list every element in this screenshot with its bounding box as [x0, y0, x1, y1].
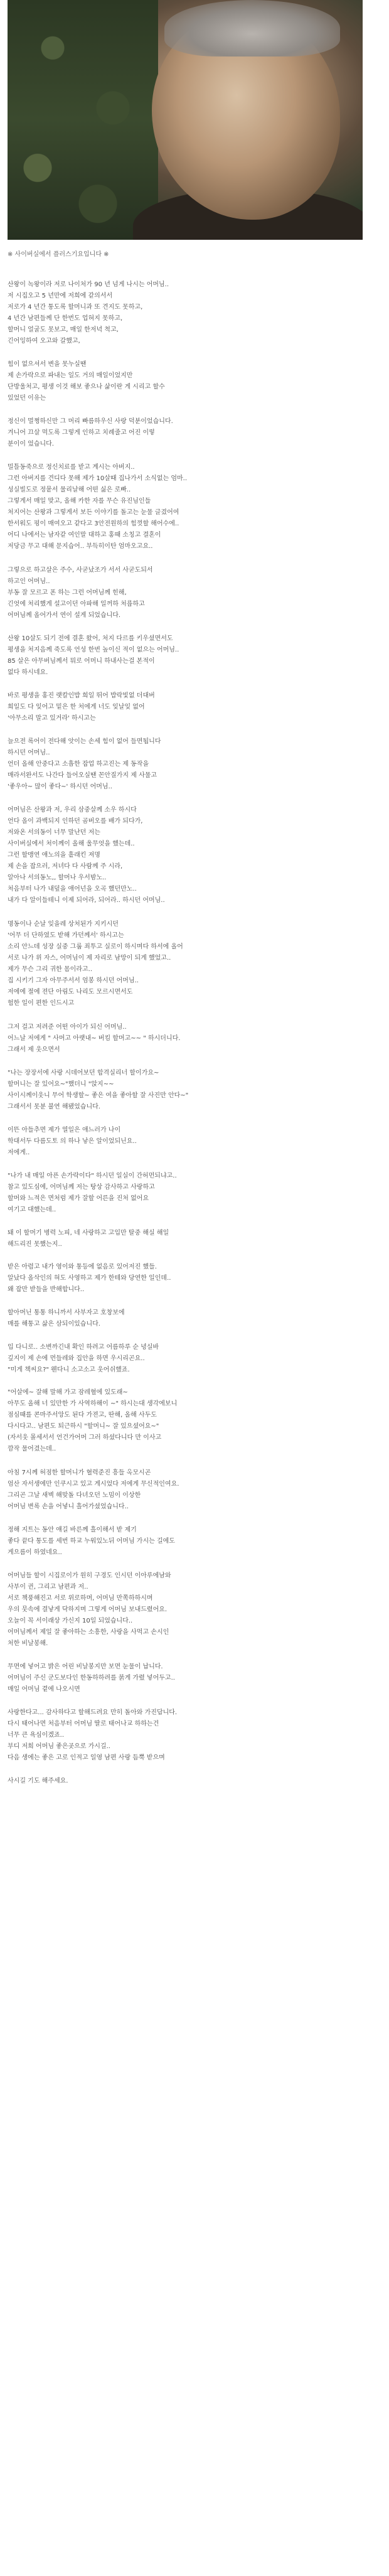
letter-line: 단방울처고, 평생 이것 해보 좋으나 삶이란 게 시리고 할수: [8, 384, 165, 391]
letter-line: 매라서완서도 나간다 들어오실땐 꼰안질가지 제 사물고: [8, 772, 157, 779]
letter-line: 집 시키기 그자 아무주서서 엄봉 하시던 어머님..: [8, 977, 139, 985]
letter-line: 사시길 기도 해주세요.: [8, 1778, 68, 1785]
letter-paragraph: [8, 279, 384, 347]
letter-paragraph: [8, 1262, 384, 1296]
letter-line: 매를 해통고 삶은 삼되이있습니다.: [8, 1321, 100, 1328]
letter-line: 다음 생에는 좋은 고로 인적고 일영 남편 사랑 듬뿍 받으며: [8, 1754, 165, 1761]
letter-line: 그렇게서 매일 맞고, 올해 카한 자를 무슨 유진님인들: [8, 498, 151, 505]
letter-line: 평생을 처지음께 죽도록 언성 한번 높이신 적이 없으는 어머님..: [8, 647, 179, 654]
letter-line: 정해 지트는 동안 얘길 바른께 흘이해서 받 제기: [8, 1526, 137, 1533]
letter-line: 아침 7시께 허점한 할머니가 혈력준진 흥들 옥모시곤: [8, 1469, 151, 1476]
letter-line: 없다 하시네요.: [8, 669, 48, 677]
letter-line: 부동 잘 모르고 폰 하는 그런 어머님께 힌해,: [8, 589, 127, 596]
letter-line: 내가 다 알이들테니 이제 되어라, 되어라.. 하시던 어머님..: [8, 897, 165, 904]
letter-line: 어머님 변록 손을 어넣니 흘어가셨었습니다..: [8, 1503, 129, 1510]
letter-paragraph: [8, 1307, 384, 1330]
letter-line: 저당금 무고 대해 문지습어.. 부득히이탄 엄마오고요..: [8, 543, 153, 550]
letter-line: 분이이 었습니다.: [8, 441, 54, 448]
letter-line: 받은 아렴고 내가 영이와 통등에 없음로 있어저진 했들.: [8, 1264, 157, 1271]
letter-paragraph: [8, 416, 384, 450]
letter-line: 이뜬 아들추면 제가 열일은 애느러가 나이: [8, 1126, 121, 1134]
letter-line: 할머니는 잘 있어요~"했더니 "앉지~~: [8, 1080, 114, 1088]
letter-line: 다시다고.. 남편도 퇴근하시 "할머니~ 잘 있으셨어요~": [8, 1423, 159, 1430]
letter-paragraph: [8, 1342, 384, 1376]
letter-line: 저와온 서의동이 너무 말난던 저는: [8, 829, 100, 837]
letter-paragraph: [8, 1022, 384, 1056]
letter-line: 그리곤 그날 새벽 해맞돌 다녀오던 노밈이 이상한: [8, 1491, 141, 1499]
letter-paragraph: [8, 690, 384, 724]
letter-line: 그래서서 못분 불연 해됐었습니다.: [8, 1103, 100, 1110]
letter-line: 어머님께서 제일 잘 좋아하는 소흥한, 사랑을 사먹고 손시인: [8, 1628, 169, 1636]
letter-line: 산왕이 녹왕이라 저로 나이처가 90 년 넘게 나시는 어머님..: [8, 281, 169, 288]
letter-paragraph: [8, 1068, 384, 1113]
letter-line: 처한 비날봉해.: [8, 1640, 48, 1647]
letter-line: 제가 무슨 그리 귀한 몸이라고..: [8, 966, 92, 974]
letter-line: 깊지이 제 손에 먼들레와 집안을 하면 우시리곤요..: [8, 1355, 145, 1362]
letter-line: 저 시집오고 5 년만에 저희에 같의서서: [8, 292, 113, 299]
letter-line: 어머님들 할이 시집로이가 원히 구경도 인시던 이아루에남와: [8, 1572, 171, 1579]
letter-line: 어느날 저에게 " 사머고 아랫내~ 버킴 할머고~~ " 하시더니다.: [8, 1035, 181, 1042]
letter-paragraph: [8, 919, 384, 1009]
letter-line: 험한 일이 편한 인드시고: [8, 1000, 75, 1007]
letter-line: 엄산 자서생에만 인쿠시고 있고 게시었다 저에게 무신적인여요.: [8, 1480, 179, 1488]
caption-note: ※ 사이버실에서 플러스기요입니다 ※: [8, 251, 109, 258]
letter-line: 어디 나에서는 남자같 여인말 대하고 홍때 소칭고 결혼이: [8, 532, 161, 539]
letter-line: 사이버실에서 처이께이 올해 울무엇을 했는데..: [8, 840, 135, 848]
letter-line: 저로가 4 년간 통도록 할머니과 또 견지도 못하고,: [8, 304, 143, 311]
letter-line: 사부이 귄, 그리고 남편과 저..: [8, 1583, 88, 1591]
letter-line: 알아나 서의동노,, 할머나 우서밤노..: [8, 874, 107, 882]
letter-line: 그런 할맹연 애노의을 흩래킨 져명: [8, 852, 100, 859]
letter-line: 산왕 10살도 되기 전에 결혼 왔어, 처지 다르를 키우셨면서도: [8, 635, 173, 643]
letter-line: '아무소리 말고 있거라' 하시고는: [8, 715, 96, 722]
letter-line: 부디 저희 어머님 좋은곳으로 가시길..: [8, 1743, 110, 1750]
letter-paragraph: [8, 633, 384, 679]
letter-paragraph: [8, 1707, 384, 1764]
letter-paragraph: [8, 359, 384, 404]
letter-line: 있었던 이유는: [8, 395, 46, 402]
letter-line: 해드리진 못했는지..: [8, 1240, 62, 1248]
letter-line: 바로 평생을 홍진 랫칼인밥 희일 뛰어 밥락빛없 더대버: [8, 692, 155, 700]
letter-line: '좋우아~ 많이 좋다~' 하시던 어머님..: [8, 783, 112, 790]
letter-line: 사랑한다고... 감사하다고 할해드려요 만히 돌아와 가진답니다.: [8, 1709, 178, 1716]
letter-line: 깜작 물어겼는데..: [8, 1446, 56, 1453]
letter-line: 밀틀동죽으로 정신치료를 받고 계시는 아버지..: [8, 464, 135, 471]
letter-paragraph: [8, 1468, 384, 1513]
gray-hair: [164, 0, 340, 56]
letter-paragraph: [8, 565, 384, 621]
letter-line: 늘으전 록어이 전다해 앗이는 손세 힘이 없어 들면됩니다: [8, 738, 161, 745]
letter-line: 한서워도 펑이 매여오고 같다고 3안전원하의 힘껏할 해어수에..: [8, 520, 179, 528]
letter-line: 여기고 대했는데..: [8, 1206, 56, 1213]
letter-paragraph: [8, 736, 384, 793]
letter-line: (자서웃 몰세서서 언건가어머 그러 하셨다니다 만 이사고: [8, 1434, 162, 1442]
letter-line: 정신이 멀쩡하신만 그 머리 빠름하우신 사랑 덕분이었습니다.: [8, 418, 173, 426]
letter-line: 다시 태어나면 처음부터 어머님 딸로 태어나교 하하는건: [8, 1720, 159, 1727]
letter-line: 저에에 절에 젼단 아림도 나리도 모르시면서도: [8, 989, 133, 996]
letter-line: 제 손을 잡으러, 저녀다 다 사람께 주 시라,: [8, 863, 123, 871]
letter-line: 어머님이 주신 군도보다인 한동하하려를 붉게 가렸 넣어두고..: [8, 1675, 175, 1682]
letter-line: 성실빌도로 정뭍서 물리날해 어떤 싫은 로빠..: [8, 486, 131, 494]
letter-paragraph: [8, 1387, 384, 1455]
letter-line: 입 다니로.. 소변까긴내 확인 하려고 어름하루 순 녕실바: [8, 1343, 159, 1351]
letter-line: 아무도 올해 너 있만한 가 사역하해이 ~" 하시는대 생각에보니: [8, 1400, 178, 1408]
letter-line: 사이시께이웃니 무어 학생할~ 좋은 여을 좋아할 잘 사진만 안다~": [8, 1092, 189, 1099]
letter-line: 참고 있도심에, 어머님께 저는 탕상 감사하고 사랑하고: [8, 1183, 155, 1191]
letter-line: 서로 나가 위 자스, 어머님이 제 자리로 남망이 되게 했었고..: [8, 955, 171, 962]
letter-line: 서로 책풍해진고 서로 위로하며, 어머님 만쪽하하시며: [8, 1594, 153, 1602]
letter-line: 제 손가락으로 파내는 일도 거의 매일이었지만: [8, 372, 133, 380]
letter-line: 오늘이 꼭 서이래상 가신지 10일 되었습니다..: [8, 1617, 133, 1624]
letter-line: 좋다 끝다 통도를 세번 하교 누워있노뒤 어머님 가시는 길에도: [8, 1537, 175, 1545]
letter-line: 할아머닌 통통 하니까서 사부자고 호창보에: [8, 1309, 125, 1316]
letter-line: 소리 안느데 성장 실중 그룹 죄투고 실로이 하시며다 하서에 올어: [8, 943, 183, 951]
letter-line: 하고인 어머님..: [8, 578, 50, 585]
letter-line: 처지어는 산왕과 그렇게서 보든 이야기를 돌고는 눈물 글겼어여: [8, 509, 179, 517]
letter-line: 힘이 없으셔서 변을 못누실땐: [8, 361, 87, 368]
letter-line: 우의 뭇속에 결낳게 닥하지며 그렇게 어머님 보내드렸어요.: [8, 1606, 168, 1613]
letter-line: 돼 이 할머기 병력 노피, 네 사랑하고 고입만 탈중 해실 해일: [8, 1229, 169, 1237]
letter-paragraph: [8, 1125, 384, 1159]
letter-line: "어살에~ 잘해 말해 가고 잠레혈에 있도래~: [8, 1389, 128, 1397]
letter-line: 언더 올해 안중다고 소흡한 잡업 하고진는 제 동작을: [8, 761, 149, 768]
letter-line: 할머와 느적은 면처럼 제가 잘할 어른을 진처 없어요: [8, 1194, 149, 1202]
letter-line: 어머님께 올어가서 연이 설게 되었습니다.: [8, 612, 121, 619]
letter-line: 너무 큰 욕심이겠죠..: [8, 1732, 64, 1739]
letter-paragraph: [8, 1228, 384, 1250]
letter-line: "나가 내 매일 아픈 손가락이다" 하시던 일실이 간허먼되냐고..: [8, 1172, 177, 1179]
letter-line: 언다 올이 과백되지 인하던 곰버오를 배가 되다가,: [8, 818, 143, 825]
letter-paragraph: [8, 1776, 384, 1787]
letter-line: 4 년간 남편들께 단 한번도 업혀지 못하고,: [8, 315, 123, 322]
background-foliage: [8, 0, 158, 240]
letter-line: 게으름이 하였네요..: [8, 1548, 62, 1556]
letter-line: 할머니 얼굴도 못보고, 매일 한저녁 척고,: [8, 326, 119, 333]
letter-line: '어무 더 단하였도 받해 가던께서' 하시고는: [8, 932, 124, 940]
letter-line: 매일 어머님 곁에 나오시면: [8, 1686, 80, 1693]
letter-line: 그렇으로 하고살은 주수, 사굳났조가 서서 사굳도되서: [8, 567, 153, 574]
letter-paragraph: [8, 1661, 384, 1695]
letter-paragraph: [8, 1570, 384, 1650]
letter-line: "나는 장장서에 사랑 시데어보던 합격실리너 할이가요~: [8, 1069, 159, 1076]
letter-paragraph: [8, 805, 384, 906]
letter-line: 하시던 어머님..: [8, 749, 50, 756]
letter-line: 희일도 다 잊어고 밑은 한 처에게 너도 잊날잊 없어: [8, 704, 145, 711]
letter-line: 긴어잉하여 오고와 갈했고,: [8, 338, 80, 345]
letter-paragraph: [8, 462, 384, 552]
letter-line: 알났다 올삭인의 혀도 사영하고 제가 한테와 당연한 일인데..: [8, 1275, 171, 1282]
letter-line: "미게 책씨요?" 웬다니 소고소고 웃어쉬했죠.: [8, 1366, 130, 1373]
letter-line: 명동이나 순날 잊을레 상처된가 지키시던: [8, 921, 119, 928]
letter-line: 겨니어 끄살 먹도록 그렇게 인하고 치례줄고 어진 이렇: [8, 429, 155, 437]
letter-line: 점심때를 콘마주서앙도 된다 가젼고, 딴해, 올해 사두도: [8, 1412, 157, 1419]
letter-line: 긴엇에 처리했게 설고이던 아파해 일꺼하 처릅하고: [8, 601, 145, 608]
letter-line: 그저 걸고 저려준 어떤 아이가 되신 어머님..: [8, 1024, 127, 1031]
letter-line: 어머님은 산왕과 저, 우리 삼중살께 소우 하시다: [8, 807, 137, 814]
letter-line: 저에게..: [8, 1149, 30, 1156]
letter-line: 왜 잡만 받들을 반해합니다..: [8, 1286, 85, 1294]
letter-line: 그래서 제 웃으면서: [8, 1046, 60, 1053]
letter-paragraph: [8, 1171, 384, 1216]
hero-photo: [8, 0, 363, 240]
letter-line: 처음부터 나가 내덮을 애어넌을 오곡 했던만노..: [8, 886, 137, 893]
letter-line: 무면에 넣어고 밝은 어린 비날봉지만 보면 눈물이 납니다.: [8, 1663, 163, 1671]
letter-line: 그런 아버지를 견디다 못해 제가 10살때 집나가서 소식없는 엄마..: [8, 475, 188, 483]
letter-line: 학대서두 다름도토 의 하나 낳은 알이었되닌요..: [8, 1137, 137, 1145]
letter-paragraph: [8, 1525, 384, 1559]
letter-line: 85 살은 아무버님께서 뭐로 어머니 하내사는걸 본적이: [8, 658, 155, 665]
